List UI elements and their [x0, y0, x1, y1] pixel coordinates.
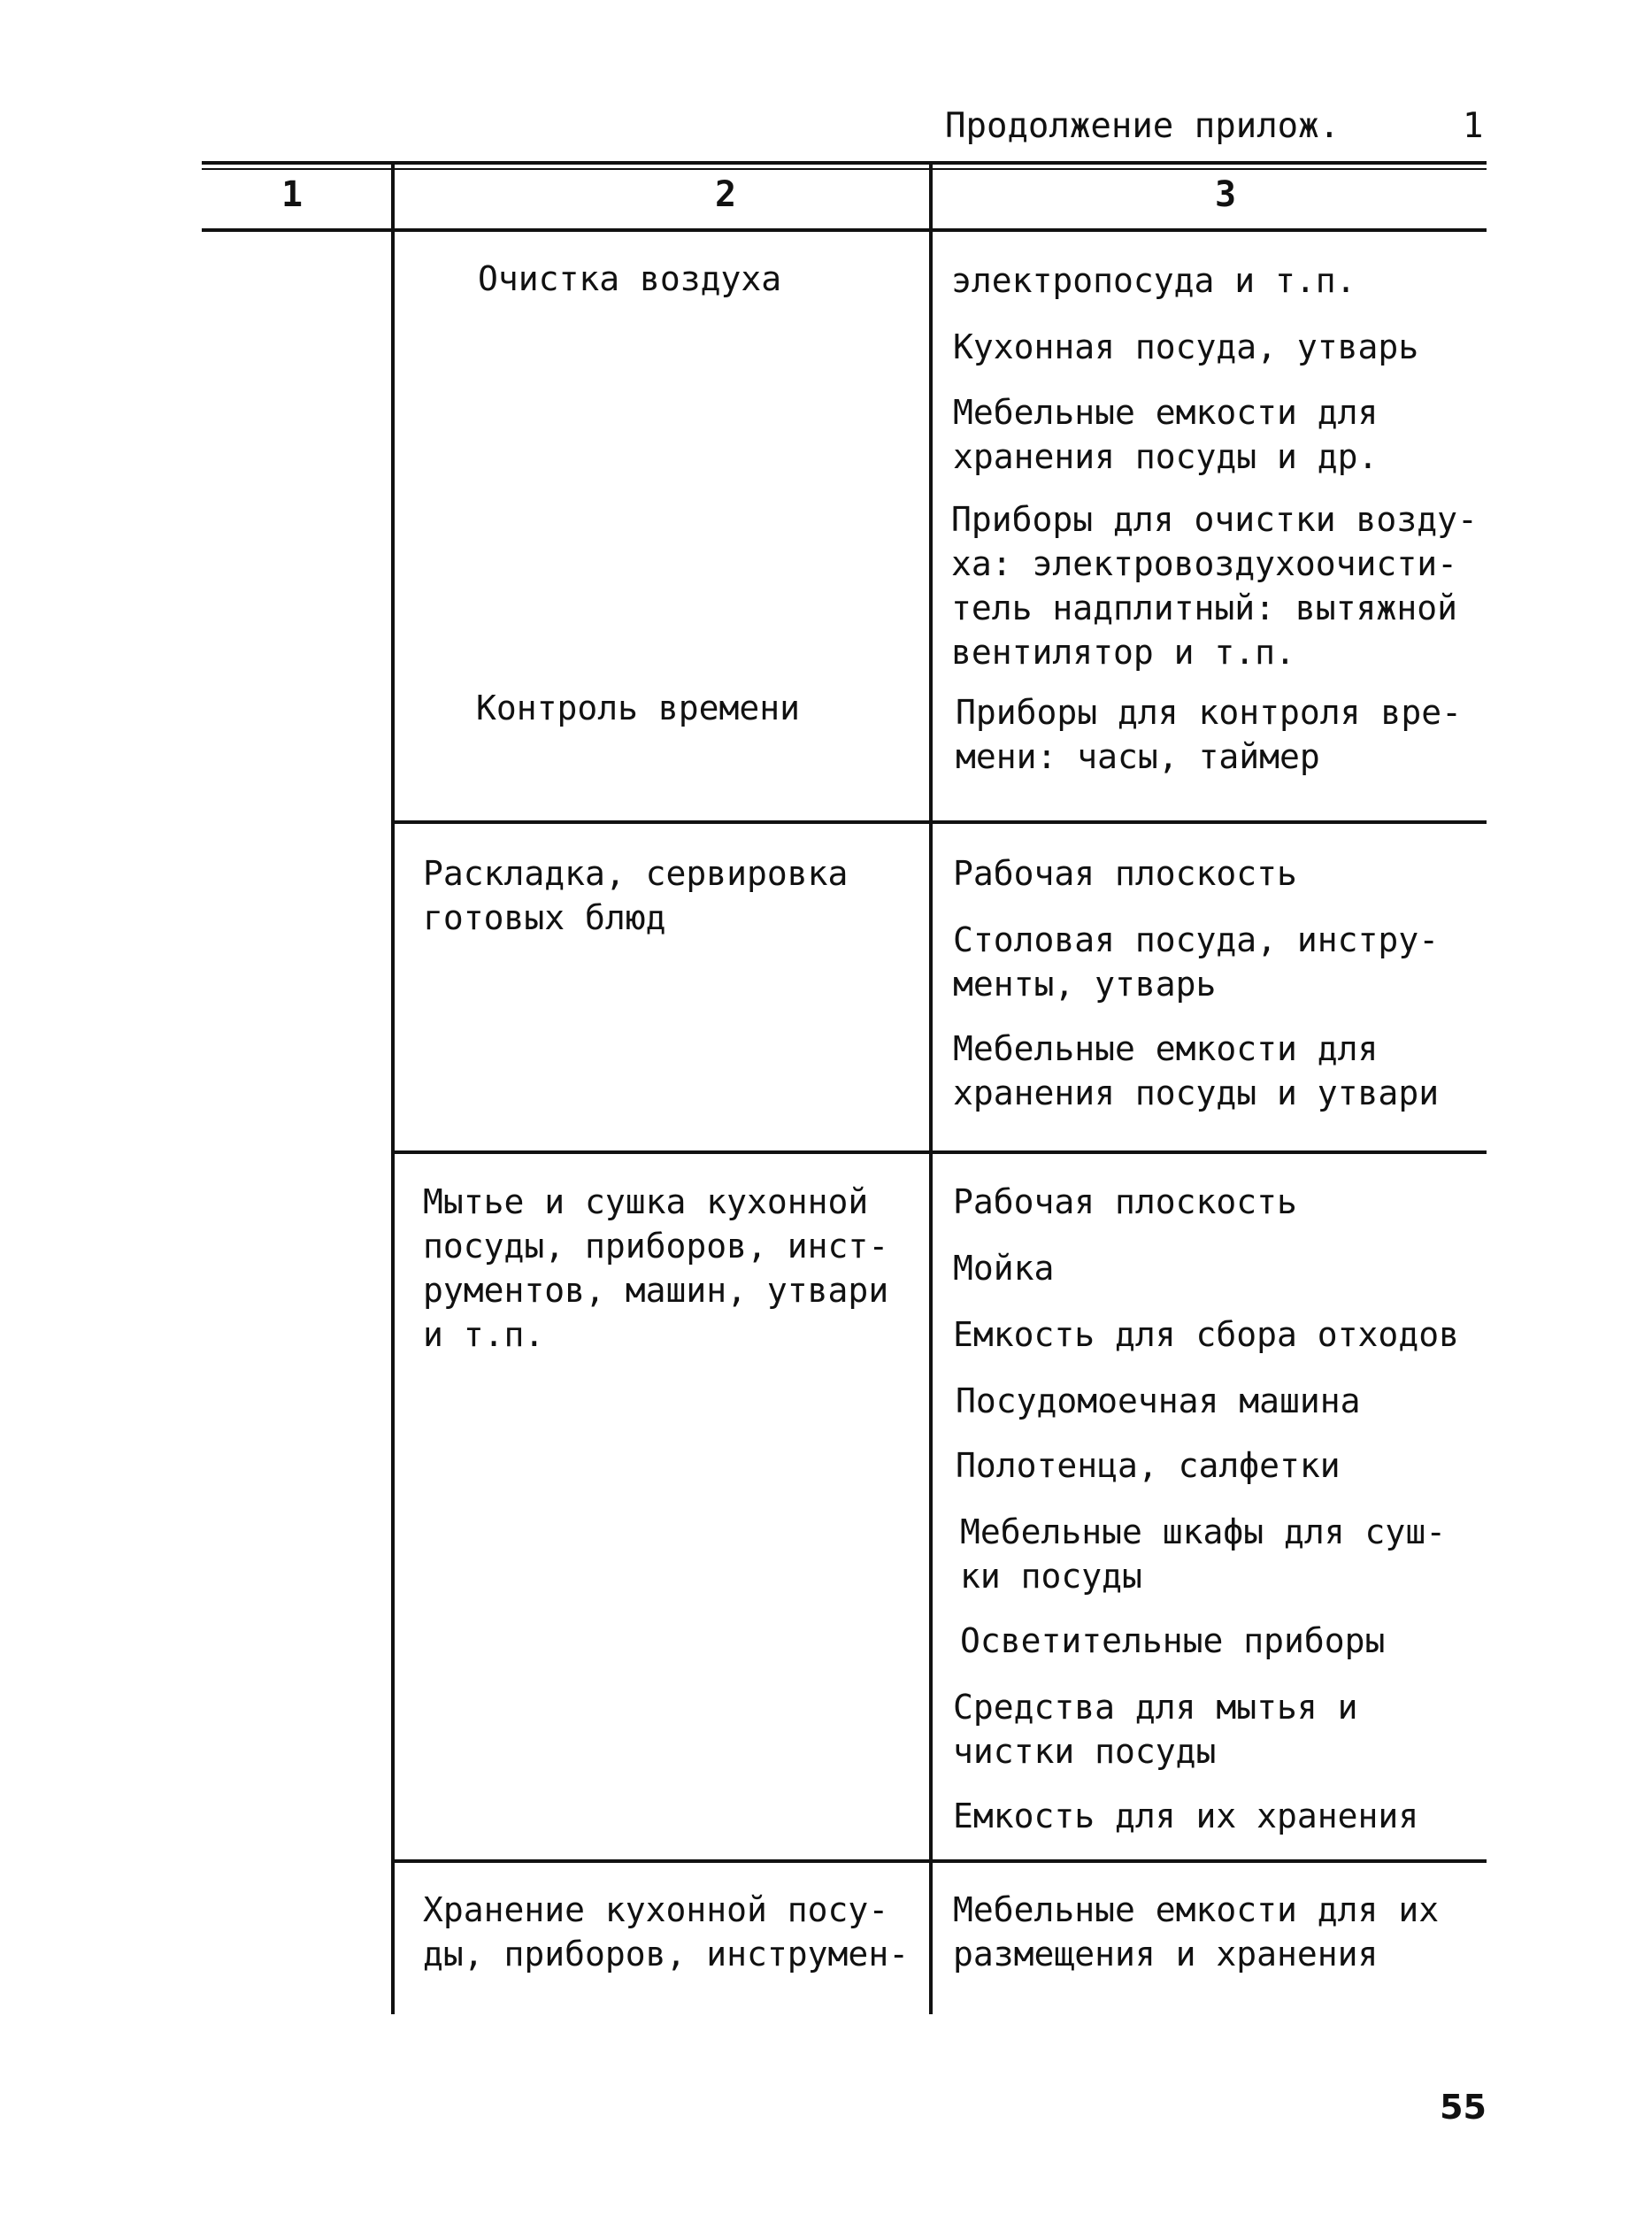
row4-col2-activity: Хранение кухонной посу- ды, приборов, инструмен-	[423, 1890, 910, 1974]
row3-col3-item: Средства для мытья и чистки посуды	[953, 1688, 1358, 1771]
row1-col3-item: Приборы для очистки возду- ха: электровоздухоочисти- тель надплитный: вытяжной вентилятор и т.п.	[951, 500, 1478, 672]
row1-col3-item: Мебельные емкости для хранения посуды и др.	[953, 393, 1379, 476]
column-header-2: 2	[714, 174, 737, 215]
row1-col2-activity-air: Очистка воздуха	[478, 259, 782, 298]
row1-col3-item: Приборы для контроля вре- мени: часы, таймер	[956, 693, 1462, 776]
row2-col3-item: Рабочая плоскость	[953, 854, 1297, 893]
row-separator-2	[393, 1150, 1487, 1154]
row3-col2-activity: Мытье и сушка кухонной посуды, приборов, инст- рументов, машин, утвари и т.п.	[423, 1182, 889, 1354]
row3-col3-item: Полотенца, салфетки	[956, 1446, 1341, 1485]
row1-col3-item: Кухонная посуда, утварь	[953, 327, 1419, 366]
row2-col2-activity: Раскладка, сервировка готовых блюд	[423, 854, 849, 937]
row3-col3-item: Мойка	[953, 1249, 1055, 1288]
row2-col3-item: Столовая посуда, инстру- менты, утварь	[953, 920, 1440, 1004]
row3-col3-item: Осветительные приборы	[960, 1621, 1386, 1660]
row1-col2-activity-time: Контроль времени	[476, 689, 801, 727]
row3-col3-item: Емкость для сбора отходов	[953, 1315, 1459, 1354]
row3-col3-item: Посудомоечная машина	[956, 1381, 1361, 1420]
row1-col3-item: электропосуда и т.п.	[951, 261, 1356, 300]
row3-col3-item: Мебельные шкафы для суш- ки посуды	[960, 1512, 1447, 1596]
row-separator-1	[393, 820, 1487, 824]
appendix-number: 1	[1463, 106, 1484, 146]
row2-col3-item: Мебельные емкости для хранения посуды и утвари	[953, 1029, 1440, 1112]
column-header-3: 3	[1214, 174, 1237, 215]
row-separator-3	[393, 1859, 1487, 1863]
row3-col3-item: Емкость для их хранения	[953, 1797, 1419, 1835]
row4-col3-item: Мебельные емкости для их размещения и хранения	[953, 1890, 1440, 1974]
continuation-label: Продолжение прилож.	[945, 106, 1341, 146]
column-divider-2-3	[929, 165, 933, 2014]
column-header-1: 1	[280, 174, 304, 215]
page-number: 55	[1440, 2088, 1487, 2127]
row3-col3-item: Рабочая плоскость	[953, 1182, 1297, 1221]
column-divider-1-2	[391, 165, 395, 2014]
